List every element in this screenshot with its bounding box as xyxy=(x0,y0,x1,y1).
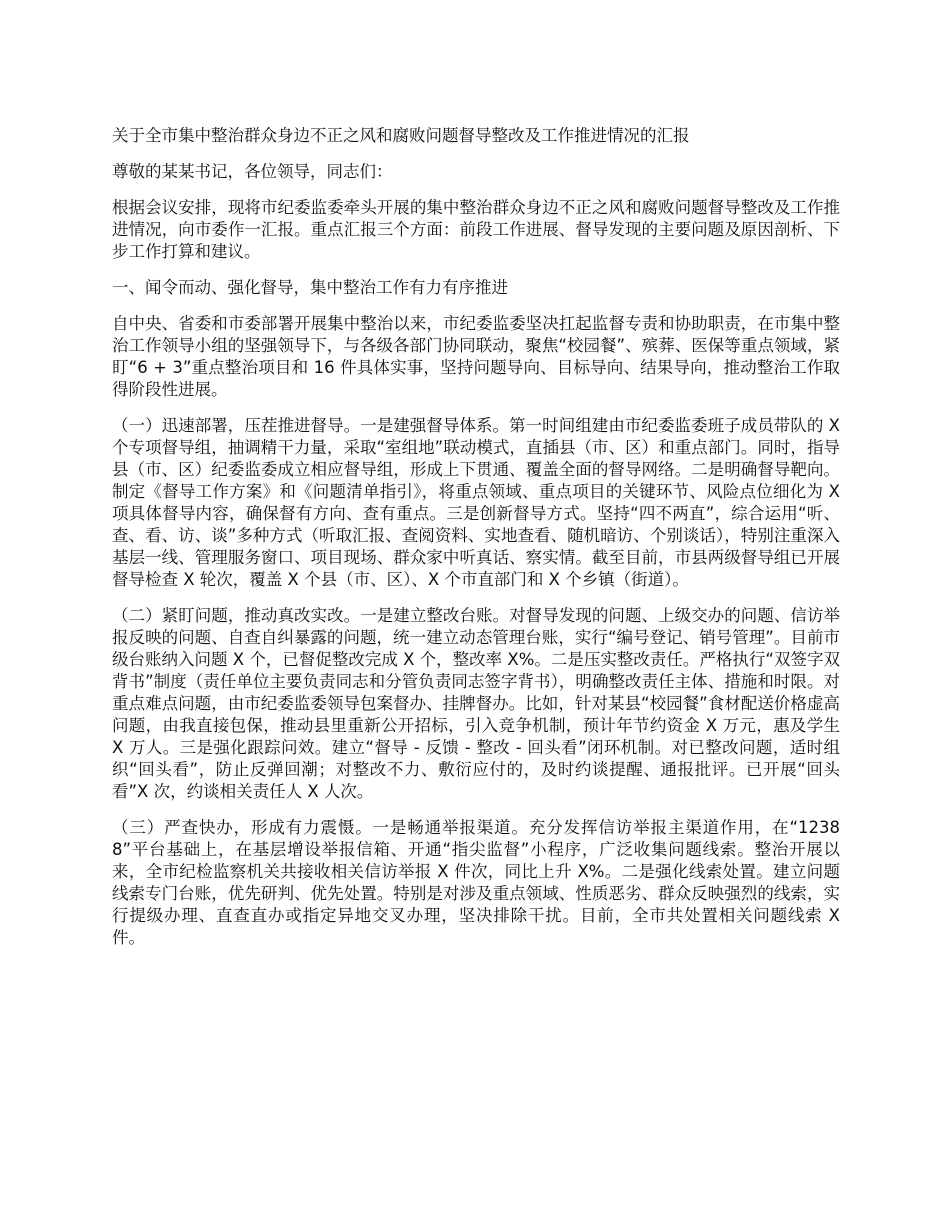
paragraph-subsection-3: （三）严查快办，形成有力震慑。一是畅通举报渠道。充分发挥信访举报主渠道作用，在“12388”平台基础上，在基层增设举报信箱、开通“指尖监督”小程序，广泛收集问题线索。整治开展以来，全市纪检监察机关共接收相关信访举报 X 件次，同比上升 X%。二是强化线索处置。建立问题线索专门台账，优先研判、优先处置。特别是对涉及重点领域、性质恶劣、群众反映强烈的线索，实行提级办理、直查直办或指定异地交叉办理，坚决排除干扰。目前，全市共处置相关问题线索 X 件。 xyxy=(112,818,840,947)
paragraph-intro: 根据会议安排，现将市纪委监委牵头开展的集中整治群众身边不正之风和腐败问题督导整改及工作推进情况，向市委作一汇报。重点汇报三个方面：前段工作进展、督导发现的主要问题及原因剖析、下步工作打算和建议。 xyxy=(112,198,840,261)
document-title: 关于全市集中整治群众身边不正之风和腐败问题督导整改及工作推进情况的汇报 xyxy=(112,126,690,145)
document-body xyxy=(112,125,840,963)
paragraph-subsection-1: （一）迅速部署，压茬推进督导。一是建强督导体系。第一时间组建由市纪委监委班子成员带队的 X 个专项督导组，抽调精干力量，采取“室组地”联动模式，直插县（市、区）和重点部门。同时，指导县（市、区）纪委监委成立相应督导组，形成上下贯通、覆盖全面的督导网络。二是明确督导靶向。制定《督导工作方案》和《问题清单指引》，将重点领域、重点项目的关键环节、风险点位细化为 X 项具体督导内容，确保督有方向、查有重点。三是创新督导方式。坚持“四不两直”，综合运用“听、查、看、访、谈”多种方式（听取汇报、查阅资料、实地查看、随机暗访、个别谈话），特别注重深入基层一线、管理服务窗口、项目现场、群众家中听真话、察实情。截至目前，市县两级督导组已开展督导检查 X 轮次，覆盖 X 个县（市、区）、X 个市直部门和 X 个乡镇（街道）。 xyxy=(112,416,840,589)
section-heading-1: 一、闻令而动、强化督导，集中整治工作有力有序推进 xyxy=(112,278,508,297)
paragraph-overview: 自中央、省委和市委部署开展集中整治以来，市纪委监委坚决扛起监督专责和协助职责，在市集中整治工作领导小组的坚强领导下，与各级各部门协同联动，聚焦“校园餐”、殡葬、医保等重点领域，紧盯“6 + 3”重点整治项目和 16 件具体实事，坚持问题导向、目标导向、结果导向，推动整治工作取得阶段性进展。 xyxy=(112,314,840,399)
paragraph-subsection-2: （二）紧盯问题，推动真改实改。一是建立整改台账。对督导发现的问题、上级交办的问题、信访举报反映的问题、自查自纠暴露的问题，统一建立动态管理台账，实行“编号登记、销号管理”。目前市级台账纳入问题 X 个，已督促整改完成 X 个，整改率 X%。二是压实整改责任。严格执行“双签字双背书”制度（责任单位主要负责同志和分管负责同志签字背书），明确整改责任主体、措施和时限。对重点难点问题，由市纪委监委领导包案督办、挂牌督办。比如，针对某县“校园餐”食材配送价格虚高问题，由我直接包保，推动县里重新公开招标，引入竞争机制，预计年节约资金 X 万元，惠及学生 X 万人。三是强化跟踪问效。建立“督导 - 反馈 - 整改 - 回头看”闭环机制。对已整改问题，适时组织“回头看”，防止反弹回潮；对整改不力、敷衍应付的，及时约谈提醒、通报批评。已开展“回头看”X 次，约谈相关责任人 X 人次。 xyxy=(112,606,840,801)
salutation: 尊敬的某某书记，各位领导，同志们： xyxy=(112,162,393,181)
